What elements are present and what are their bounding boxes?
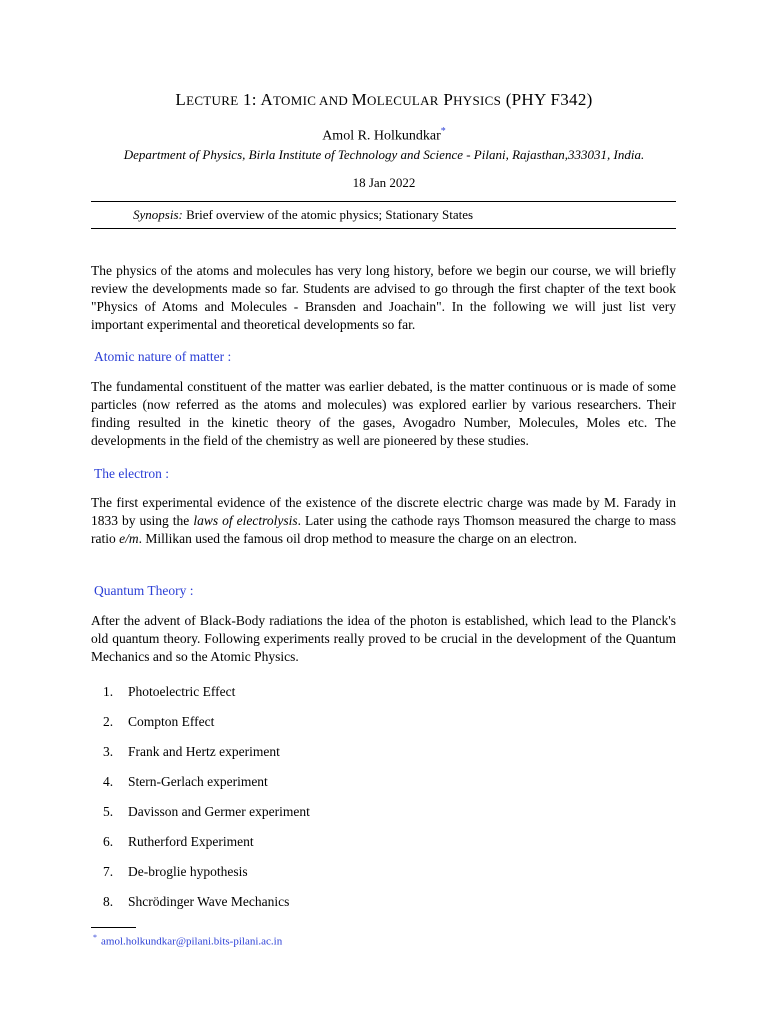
list-item: [103, 683, 310, 713]
title-part: OLECULAR: [367, 93, 439, 108]
list-number: 8.: [103, 894, 114, 909]
list-label: Compton Effect: [128, 714, 215, 729]
list-label: Photoelectric Effect: [128, 684, 236, 699]
list-label: Davisson and Germer experiment: [128, 804, 310, 819]
atomic-paragraph: The fundamental constituent of the matter was earlier debated, is the matter continuous or is made of some particles (now referred as the atoms and molecules) was explored earlier by various researchers. Their finding resulted in the kinetic theory of the gases, Avogadro Number, Molecules, Moles etc. The developments in the field of the chemistry as well are pioneered by these studies.: [91, 379, 676, 448]
section-heading-quantum: Quantum Theory :: [94, 583, 194, 598]
electron-text: The first experimental evidence of the existence of the discrete electric charge was made by M. Farady in 1833 by using the: [91, 495, 676, 528]
intro-paragraph: The physics of the atoms and molecules has very long history, before we begin our course, we will briefly review the developments made so far. Students are advised to go through the first chapter of the text book "Physics of Atoms and Molecules - Bransden and Joachain". In the following we will just list very important experimental and theoretical developments so far.: [91, 263, 676, 332]
footnote-marker-link[interactable]: *: [440, 126, 446, 137]
author-name: Amol R. Holkundkar: [322, 128, 441, 144]
list-number: 4.: [103, 774, 114, 789]
synopsis-bottom-rule: [91, 228, 676, 229]
list-number: 2.: [103, 714, 114, 729]
title-part: 1:: [238, 90, 261, 109]
list-item: [103, 863, 310, 893]
lecture-title: [0, 90, 768, 110]
synopsis: [133, 207, 473, 223]
list-label: Frank and Hertz experiment: [128, 744, 280, 759]
electrolysis-term: laws of electrolysis: [193, 513, 298, 528]
synopsis-text: Brief overview of the atomic physics; Stationary States: [182, 207, 474, 222]
footnote-rule: [91, 927, 136, 928]
synopsis-label: Synopsis:: [133, 207, 183, 222]
list-number: 7.: [103, 864, 114, 879]
list-item: [103, 893, 310, 923]
footnote-marker: *: [93, 933, 97, 942]
synopsis-top-rule: [91, 201, 676, 202]
date: 18 Jan 2022: [352, 175, 416, 190]
list-label: Stern-Gerlach experiment: [128, 774, 268, 789]
title-part: HYSICS: [453, 93, 502, 108]
title-part: TOMIC: [273, 93, 317, 108]
list-label: De-broglie hypothesis: [128, 864, 248, 879]
section-heading-electron: The electron :: [94, 466, 169, 481]
author-line: [0, 126, 768, 145]
list-number: 1.: [103, 684, 114, 699]
list-item: [103, 713, 310, 743]
title-part: ECTURE: [186, 93, 239, 108]
electron-text: . Later using the cathode rays Thomson measured the charge to mass ratio: [91, 513, 677, 546]
quantum-paragraph: After the advent of Black-Body radiations the idea of the photon is established, which lead to the Planck's old quantum theory. Following experiments really proved to be crucial in the development of the Quantum Mechanics and so the Atomic Physics.: [91, 613, 676, 664]
list-item: [103, 743, 310, 773]
list-number: 5.: [103, 804, 114, 819]
title-part: A: [260, 90, 274, 109]
list-item: [103, 773, 310, 803]
email-link[interactable]: amol.holkundkar@pilani.bits-pilani.ac.in: [101, 935, 283, 948]
list-item: [103, 833, 310, 863]
affiliation: Department of Physics, Birla Institute of Technology and Science - Pilani, Rajasthan,333031, India.: [123, 147, 645, 162]
footnote: [93, 933, 282, 948]
list-number: 3.: [103, 744, 114, 759]
electron-text: . Millikan used the famous oil drop method to measure the charge on an electron.: [138, 531, 578, 546]
list-label: Shcrödinger Wave Mechanics: [128, 894, 290, 909]
list-item: [103, 803, 310, 833]
title-part: AND: [316, 93, 352, 108]
list-number: 6.: [103, 834, 114, 849]
title-part: L: [175, 90, 187, 109]
charge-mass-ratio: e/m: [119, 531, 139, 546]
electron-paragraph: [91, 494, 676, 548]
title-part: M: [351, 90, 368, 109]
title-part: P: [438, 90, 454, 109]
list-label: Rutherford Experiment: [128, 834, 254, 849]
course-code: (PHY F342): [501, 90, 593, 109]
experiments-list: [103, 683, 310, 923]
section-heading-atomic: Atomic nature of matter :: [94, 349, 232, 364]
